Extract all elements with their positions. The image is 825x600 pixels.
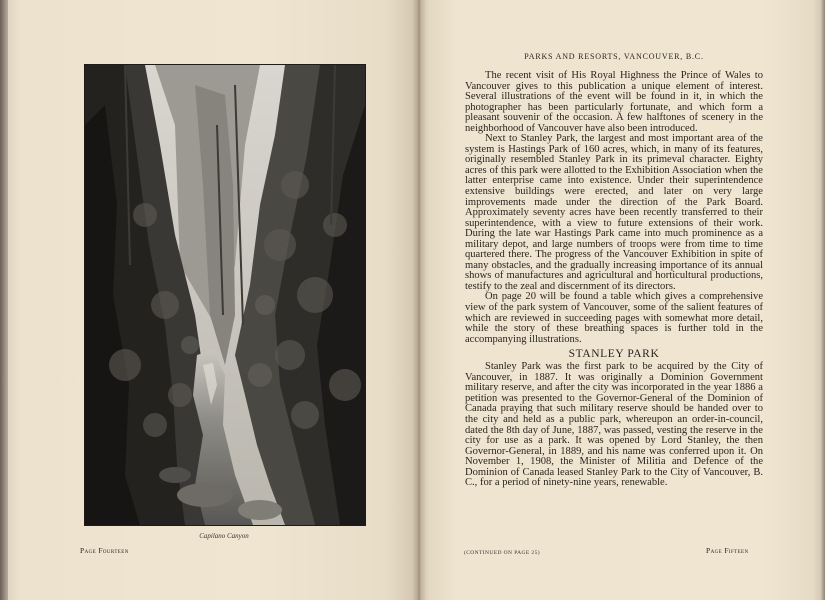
running-head: PARKS AND RESORTS, VANCOUVER, B.C. — [524, 52, 704, 61]
canyon-photograph — [84, 64, 366, 526]
page-number-right: Page Fifteen — [706, 546, 749, 555]
page-number-left: Page Fourteen — [80, 546, 129, 555]
paragraph: The recent visit of His Royal Highness the Prince of Wales to Vancouver gives to this publication a unique element of interest. Several illustrations of the event will be found in it, in which the photographer has been particularly fortunate, and which form a pleasant souvenir of the occasion. A few halftones of scenery in the neighborhood of Vancouver have also been introduced. — [465, 70, 763, 134]
page-edge-left — [0, 0, 8, 600]
page-edge-right — [821, 0, 825, 600]
canyon-photograph-art — [85, 65, 365, 525]
photo-caption: Capilano Canyon — [199, 532, 249, 540]
paragraph: On page 20 will be found a table which gives a comprehensive view of the park system of Vancouver, some of the salient features of which are reviewed in succeeding pages with somewhat more detail, while the story of these breathing spaces is further told in the accompanying illustrations. — [465, 291, 763, 345]
paragraph: Stanley Park was the first park to be acquired by the City of Vancouver, in 1887. It was originally a Dominion Government military reserve, and after the city was incorporated in the year 1886 a petition was presented to the Governor-General of the Dominion of Canada praying that such military reserve should be handed over to the city and held as a public park, whereupon an order-in-council, dated the 8th day of June, 1887, was passed, vesting the reserve in the city for use as a park. It was opened by Lord Stanley, the then Governor-General, in 1889, and his name was conferred upon it. On November 1, 1908, the Minister of Militia and Defence of the Dominion of Canada leased Stanley Park to the City of Vancouver, B. C., for a period of ninety-nine years, renewable. — [465, 361, 763, 489]
body-text — [465, 71, 763, 489]
paragraph: Next to Stanley Park, the largest and most important area of the system is Hastings Park of 160 acres, which, in many of its features, originally resembled Stanley Park in its primeval character. Eighty acres of this park were allotted to the Exhibition Association when the latter enterprise came into existence. Under their superintendence extensive buildings were erected, and later on very large improvements made under the direction of the Park Board. Approximately seventy acres have been recently transferred to their superintendence, with a view to future extensions of their work. During the late war Hastings Park came into much prominence as a military depot, and large numbers of troops were from time to time quartered there. The progress of the Vancouver Exhibition in spite of many obstacles, and the gradually increasing importance of its annual shows of manufactures and agricultural and horticultural productions, testify to the zeal and discernment of its directors. — [465, 133, 763, 292]
book-gutter — [412, 0, 426, 600]
text-column — [465, 52, 763, 489]
section-heading: STANLEY PARK — [568, 348, 660, 361]
continued-note: (CONTINUED ON PAGE 25) — [464, 550, 540, 556]
